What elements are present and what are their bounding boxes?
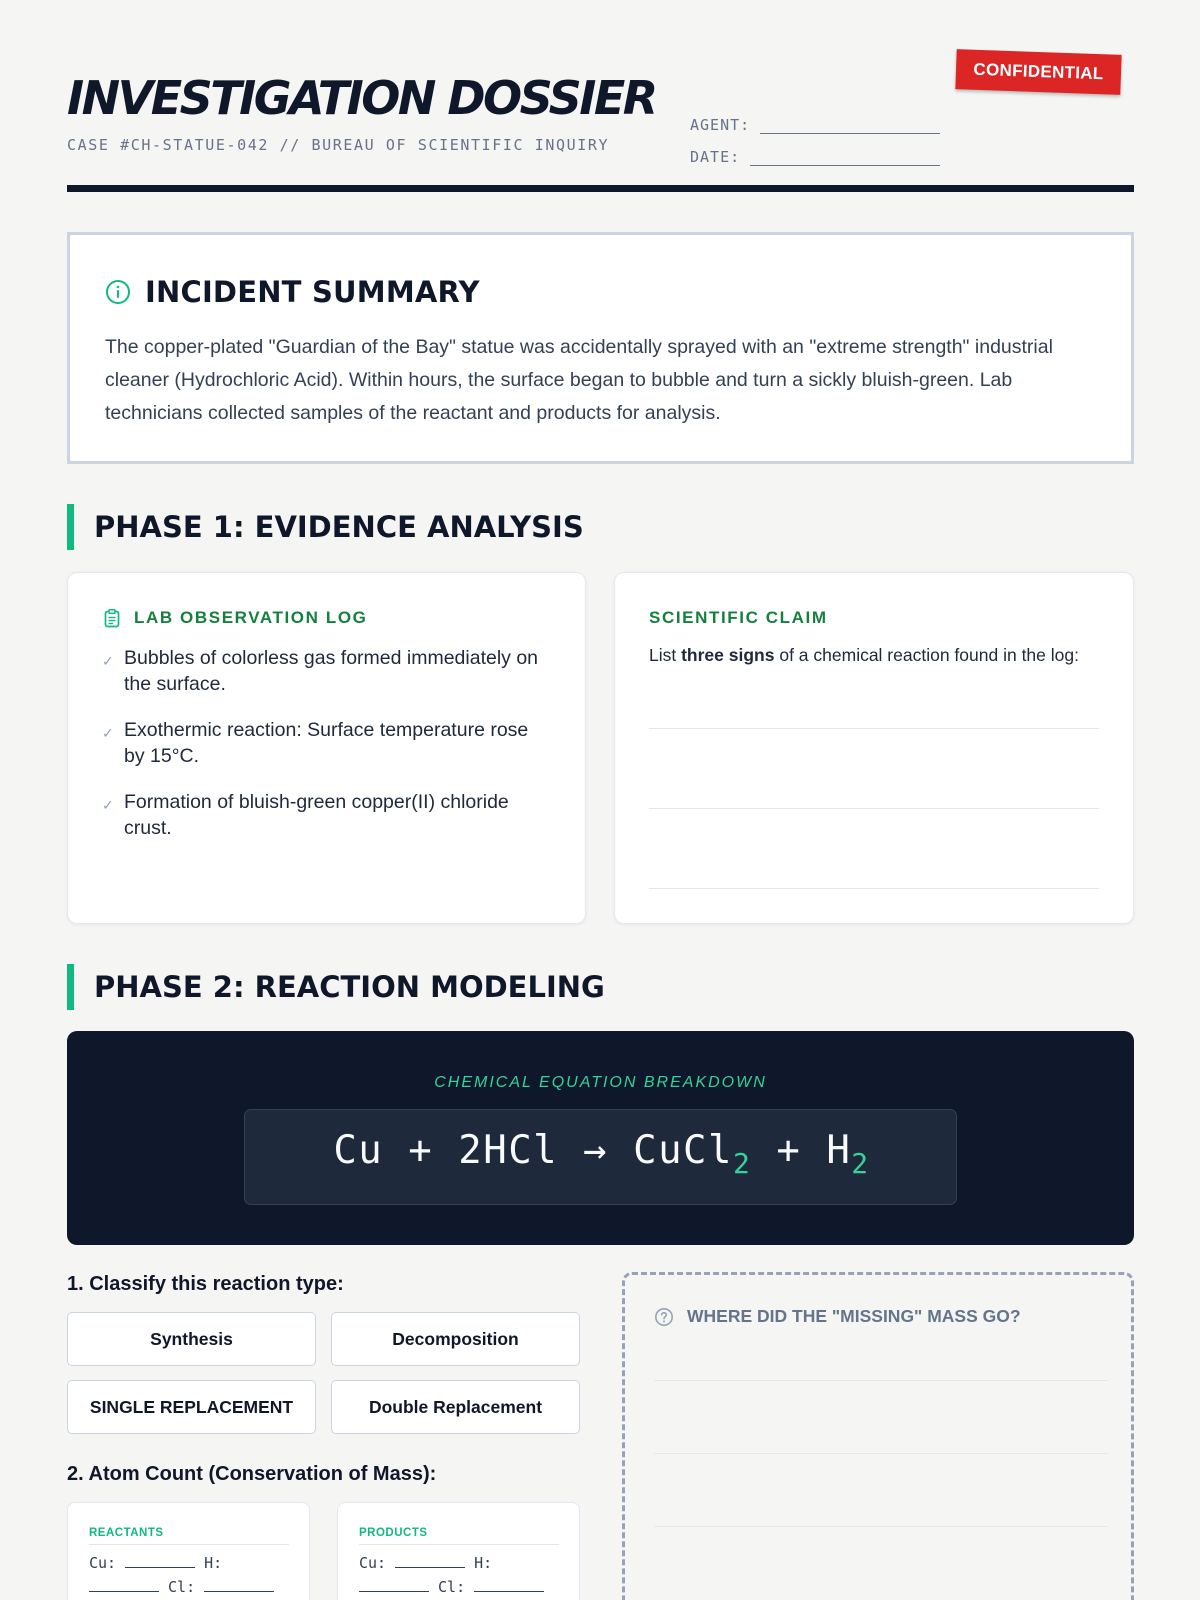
option-decomposition-button[interactable]: Decomposition [331,1312,580,1366]
summary-title: INCIDENT SUMMARY [145,275,480,309]
products-row-1: Cu: H: [359,1554,493,1572]
case-number: CASE #CH-STATUE-042 // BUREAU OF SCIENTIFIC INQUIRY [67,136,610,154]
phase1-heading [67,504,1134,550]
list-item: ✓ Exothermic reaction: Surface temperature rose by 15°C. [102,719,529,767]
claim-title: SCIENTIFIC CLAIM [649,608,828,627]
missing-mass-box [622,1272,1134,1600]
date-label: DATE: [690,148,741,166]
page-title: INVESTIGATION DOSSIER [67,71,656,125]
atom-count-question: 2. Atom Count (Conservation of Mass): [67,1463,437,1485]
cu-reactant-blank[interactable] [125,1554,195,1568]
claim-prompt: List three signs of a chemical reaction found in the log: [649,645,1079,665]
products-label: PRODUCTS [359,1527,559,1545]
phase2-heading [67,964,1134,1010]
cl-product-blank[interactable] [474,1578,544,1592]
missing-mass-title: WHERE DID THE "MISSING" MASS GO? [687,1306,1021,1326]
incident-summary-card [67,232,1134,464]
check-icon: ✓ [102,725,114,741]
phase1-title: PHASE 1: EVIDENCE ANALYSIS [94,510,584,544]
h-product-blank[interactable] [359,1578,429,1592]
answer-line-1[interactable] [649,728,1099,729]
question-circle-icon [654,1307,674,1327]
lab-observation-card [67,572,586,924]
reactants-card [67,1502,310,1600]
section-accent-bar [67,964,74,1010]
equation-box [244,1109,957,1205]
list-item: ✓ Bubbles of colorless gas formed immediately on the surface. [102,647,539,695]
confidential-stamp: CONFIDENTIAL [955,49,1121,95]
log-title: LAB OBSERVATION LOG [134,608,368,627]
option-synthesis-button[interactable]: Synthesis [67,1312,316,1366]
option-single-replacement-button[interactable]: SINGLE REPLACEMENT [67,1380,316,1434]
answer-line-1[interactable] [654,1380,1108,1381]
check-icon: ✓ [102,653,114,669]
equation-label: CHEMICAL EQUATION BREAKDOWN [434,1074,767,1091]
reactants-row-2: Cl: [89,1578,274,1596]
chemical-equation: Cu + 2HCl → CuCl$_2$ + $H_2$ [333,1128,870,1180]
summary-heading [105,275,480,309]
log-heading [102,608,367,628]
classify-question: 1. Classify this reaction type: [67,1273,344,1295]
reactants-label: REACTANTS [89,1527,289,1545]
option-double-replacement-button[interactable]: Double Replacement [331,1380,580,1434]
summary-text: The copper-plated "Guardian of the Bay" statue was accidentally sprayed with an "extreme strength" industrial cleaner (Hydrochloric Acid). Within hours, the surface began to bubble and turn a sickly bluish-green. Lab technicians collected samples of the reactant and products for analysis. [105,336,1053,424]
agent-field[interactable] [690,102,940,134]
dossier-page [67,0,1134,1600]
reactants-row-1: Cu: H: [89,1554,223,1572]
header-divider [67,185,1134,192]
agent-blank[interactable] [760,118,940,134]
agent-date-fields [690,102,940,166]
products-row-2: Cl: [359,1578,544,1596]
info-icon [105,279,131,305]
products-card [337,1502,580,1600]
section-accent-bar [67,504,74,550]
header [67,59,1134,192]
answer-line-3[interactable] [654,1526,1108,1527]
answer-line-2[interactable] [654,1453,1108,1454]
h-reactant-blank[interactable] [89,1578,159,1592]
missing-mass-heading [654,1306,1021,1327]
equation-panel [67,1031,1134,1245]
scientific-claim-card [614,572,1134,924]
date-field[interactable] [690,134,940,166]
observation-list [102,645,542,861]
answer-line-3[interactable] [649,888,1099,889]
answer-line-2[interactable] [649,808,1099,809]
cu-product-blank[interactable] [395,1554,465,1568]
phase2-title: PHASE 2: REACTION MODELING [94,970,605,1004]
check-icon: ✓ [102,797,114,813]
date-blank[interactable] [750,150,940,166]
agent-label: AGENT: [690,116,751,134]
clipboard-icon [102,608,122,628]
list-item: ✓ Formation of bluish-green copper(II) chloride crust. [102,791,509,839]
cl-reactant-blank[interactable] [204,1578,274,1592]
